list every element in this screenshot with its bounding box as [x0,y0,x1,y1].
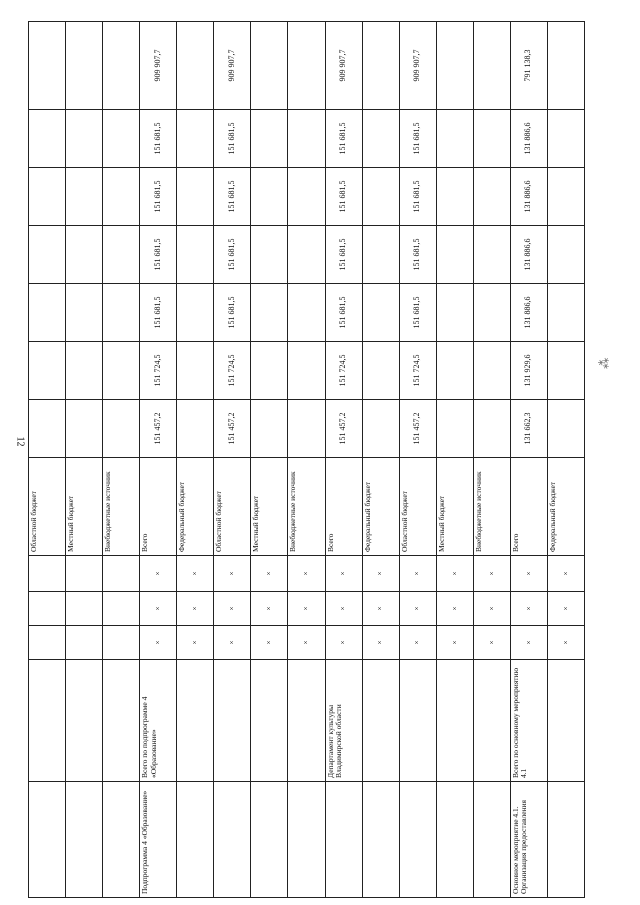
table-row [547,22,584,898]
table-cell [66,284,103,342]
table-cell [103,400,140,458]
table-cell: Областной бюджет [29,458,66,556]
table-row [140,22,177,898]
table-cell [547,400,584,458]
table-cell [473,342,510,400]
table-cell: 131 886,6 [510,284,547,342]
table-cell: × [510,556,547,592]
table-cell [473,284,510,342]
table-cell: Внебюджетные источник [288,458,325,556]
table-row [103,22,140,898]
table-cell [436,226,473,284]
table-cell [251,168,288,226]
table-cell [436,110,473,168]
table-cell [177,168,214,226]
table-cell [288,226,325,284]
table-cell [362,400,399,458]
table-cell: × [325,556,362,592]
table-row [214,22,251,898]
table-cell [362,660,399,782]
table-cell [29,626,66,660]
table-cell [251,284,288,342]
table-cell [214,660,251,782]
table-cell [251,342,288,400]
table-cell [436,284,473,342]
table-cell [436,22,473,110]
table-cell [473,782,510,898]
table-row [251,22,288,898]
table-cell [436,168,473,226]
table-cell [251,660,288,782]
table-cell: × [177,556,214,592]
table-cell: 151 681,5 [214,110,251,168]
table-cell: 151 681,5 [399,226,436,284]
table-cell [436,660,473,782]
table-cell: 151 724,5 [399,342,436,400]
table-cell: × [436,592,473,626]
table-cell: × [251,626,288,660]
table-cell [362,22,399,110]
table-row [399,22,436,898]
table-cell [325,782,362,898]
table-cell [547,284,584,342]
table-cell [66,660,103,782]
table-cell: × [510,592,547,626]
table-cell [473,660,510,782]
table-cell: × [251,556,288,592]
table-cell: Федеральный бюджет [177,458,214,556]
table-cell: × [214,626,251,660]
table-cell [29,660,66,782]
table-cell [66,592,103,626]
table-cell: 151 681,5 [399,168,436,226]
table-cell: Местный бюджет [251,458,288,556]
table-cell: × [251,592,288,626]
table-cell: × [473,626,510,660]
table-row [436,22,473,898]
table-cell: × [547,556,584,592]
table-cell: × [214,592,251,626]
table-cell: 909 907,7 [214,22,251,110]
table-row [288,22,325,898]
table-cell [177,226,214,284]
table-cell [547,226,584,284]
table-cell [251,782,288,898]
table-cell [66,556,103,592]
table-cell: Федеральный бюджет [547,458,584,556]
table-cell [29,22,66,110]
table-cell [66,342,103,400]
table-cell [177,110,214,168]
table-cell: 151 681,5 [325,284,362,342]
table-cell [251,110,288,168]
table-cell: × [399,556,436,592]
rotated-budget-table-container [28,22,584,898]
table-cell: Всего [510,458,547,556]
table-cell: Областной бюджет [214,458,251,556]
table-cell: × [140,592,177,626]
table-cell [436,782,473,898]
table-cell: Внебюджетные источник [103,458,140,556]
table-cell [288,400,325,458]
table-cell: 131 886,6 [510,168,547,226]
table-cell [362,168,399,226]
table-cell [288,284,325,342]
page-number: 12 [14,436,26,447]
table-cell: 151 681,5 [140,168,177,226]
table-cell: Местный бюджет [436,458,473,556]
table-cell [288,342,325,400]
table-cell [177,782,214,898]
budget-table [28,21,585,898]
table-cell: 151 724,5 [140,342,177,400]
table-cell [29,592,66,626]
table-cell: 151 681,5 [140,226,177,284]
table-cell [362,110,399,168]
table-cell: Областной бюджет [399,458,436,556]
table-cell [473,22,510,110]
table-cell [362,284,399,342]
table-cell [66,22,103,110]
table-cell: 131 929,6 [510,342,547,400]
table-cell: 151 457,2 [399,400,436,458]
table-cell: 791 138,3 [510,22,547,110]
table-cell: Местный бюджет [66,458,103,556]
table-cell [399,660,436,782]
table-cell: Федеральный бюджет [362,458,399,556]
table-cell [103,660,140,782]
table-cell: × [214,556,251,592]
table-cell: × [140,626,177,660]
table-cell [288,660,325,782]
table-cell [362,342,399,400]
table-cell [103,22,140,110]
table-cell [288,22,325,110]
table-cell [547,110,584,168]
table-cell: 909 907,7 [399,22,436,110]
table-row [510,22,547,898]
table-cell [29,226,66,284]
table-cell [547,342,584,400]
table-cell [177,342,214,400]
table-cell: 151 457,2 [140,400,177,458]
table-cell: × [436,626,473,660]
table-cell [288,168,325,226]
table-cell: Всего [140,458,177,556]
table-cell [251,22,288,110]
table-cell [177,660,214,782]
table-cell [399,782,436,898]
table-cell [103,782,140,898]
table-cell: 151 681,5 [214,226,251,284]
table-cell: 131 886,6 [510,110,547,168]
table-cell: × [473,556,510,592]
table-cell: × [362,626,399,660]
table-cell [66,110,103,168]
table-cell [251,226,288,284]
table-cell [29,168,66,226]
table-cell: × [288,592,325,626]
scan-mark: ⁂ [595,353,614,373]
table-cell: × [473,592,510,626]
table-cell [103,168,140,226]
table-row [325,22,362,898]
table-cell: × [399,592,436,626]
table-cell: 151 724,5 [325,342,362,400]
table-cell [66,400,103,458]
table-row [29,22,66,898]
table-cell: 151 457,2 [214,400,251,458]
table-cell: × [140,556,177,592]
table-cell [288,782,325,898]
table-cell: × [510,626,547,660]
table-cell: Подпрограмма 4 «Образование» [140,782,177,898]
table-cell [29,400,66,458]
table-cell [214,782,251,898]
table-cell: 151 681,5 [325,168,362,226]
table-cell: × [177,626,214,660]
table-cell: Всего [325,458,362,556]
table-cell [29,342,66,400]
table-cell: × [325,626,362,660]
table-cell [66,226,103,284]
table-cell [66,626,103,660]
table-cell: 151 457,2 [325,400,362,458]
table-cell [547,22,584,110]
table-cell: × [547,592,584,626]
table-cell: 151 724,5 [214,342,251,400]
table-cell: × [325,592,362,626]
table-cell: 151 681,5 [140,284,177,342]
table-cell [288,110,325,168]
table-row [66,22,103,898]
table-row [473,22,510,898]
table-cell: 151 681,5 [214,168,251,226]
table-row [177,22,214,898]
table-cell: Всего по основному мероприятию 4.1 [510,660,547,782]
table-cell [177,400,214,458]
table-cell: × [288,556,325,592]
table-cell [362,226,399,284]
table-cell: 151 681,5 [325,226,362,284]
table-cell: 131 662,3 [510,400,547,458]
table-cell [473,400,510,458]
table-cell [103,110,140,168]
table-cell [547,660,584,782]
table-cell [473,226,510,284]
table-cell [103,284,140,342]
table-cell: × [547,626,584,660]
table-cell: Всего по подпрограмме 4 «Образование» [140,660,177,782]
table-cell [103,342,140,400]
table-cell: 151 681,5 [214,284,251,342]
table-cell: × [288,626,325,660]
table-cell [547,168,584,226]
table-cell: 909 907,7 [325,22,362,110]
table-cell [66,168,103,226]
table-cell [362,782,399,898]
table-cell: Департамент культуры Владимирской области [325,660,362,782]
table-cell [29,284,66,342]
table-cell: × [177,592,214,626]
table-cell [103,626,140,660]
table-cell [251,400,288,458]
table-cell: × [436,556,473,592]
table-cell: × [362,556,399,592]
table-cell [177,284,214,342]
table-cell [103,592,140,626]
table-cell [103,556,140,592]
table-cell [66,782,103,898]
table-cell [473,168,510,226]
table-cell: 151 681,5 [325,110,362,168]
table-cell [29,556,66,592]
table-cell [436,400,473,458]
table-cell [436,342,473,400]
table-cell: × [399,626,436,660]
table-cell: 131 886,6 [510,226,547,284]
table-cell: 909 907,7 [140,22,177,110]
table-cell: 151 681,5 [399,284,436,342]
table-cell: 151 681,5 [140,110,177,168]
table-row [362,22,399,898]
table-cell [547,782,584,898]
table-cell [177,22,214,110]
table-cell [29,782,66,898]
table-cell: Основное мероприятие 4.1. Организация предоставления [510,782,547,898]
table-cell: Внебюджетные источник [473,458,510,556]
table-cell [473,110,510,168]
table-cell: 151 681,5 [399,110,436,168]
table-cell [29,110,66,168]
table-cell [103,226,140,284]
table-cell: × [362,592,399,626]
